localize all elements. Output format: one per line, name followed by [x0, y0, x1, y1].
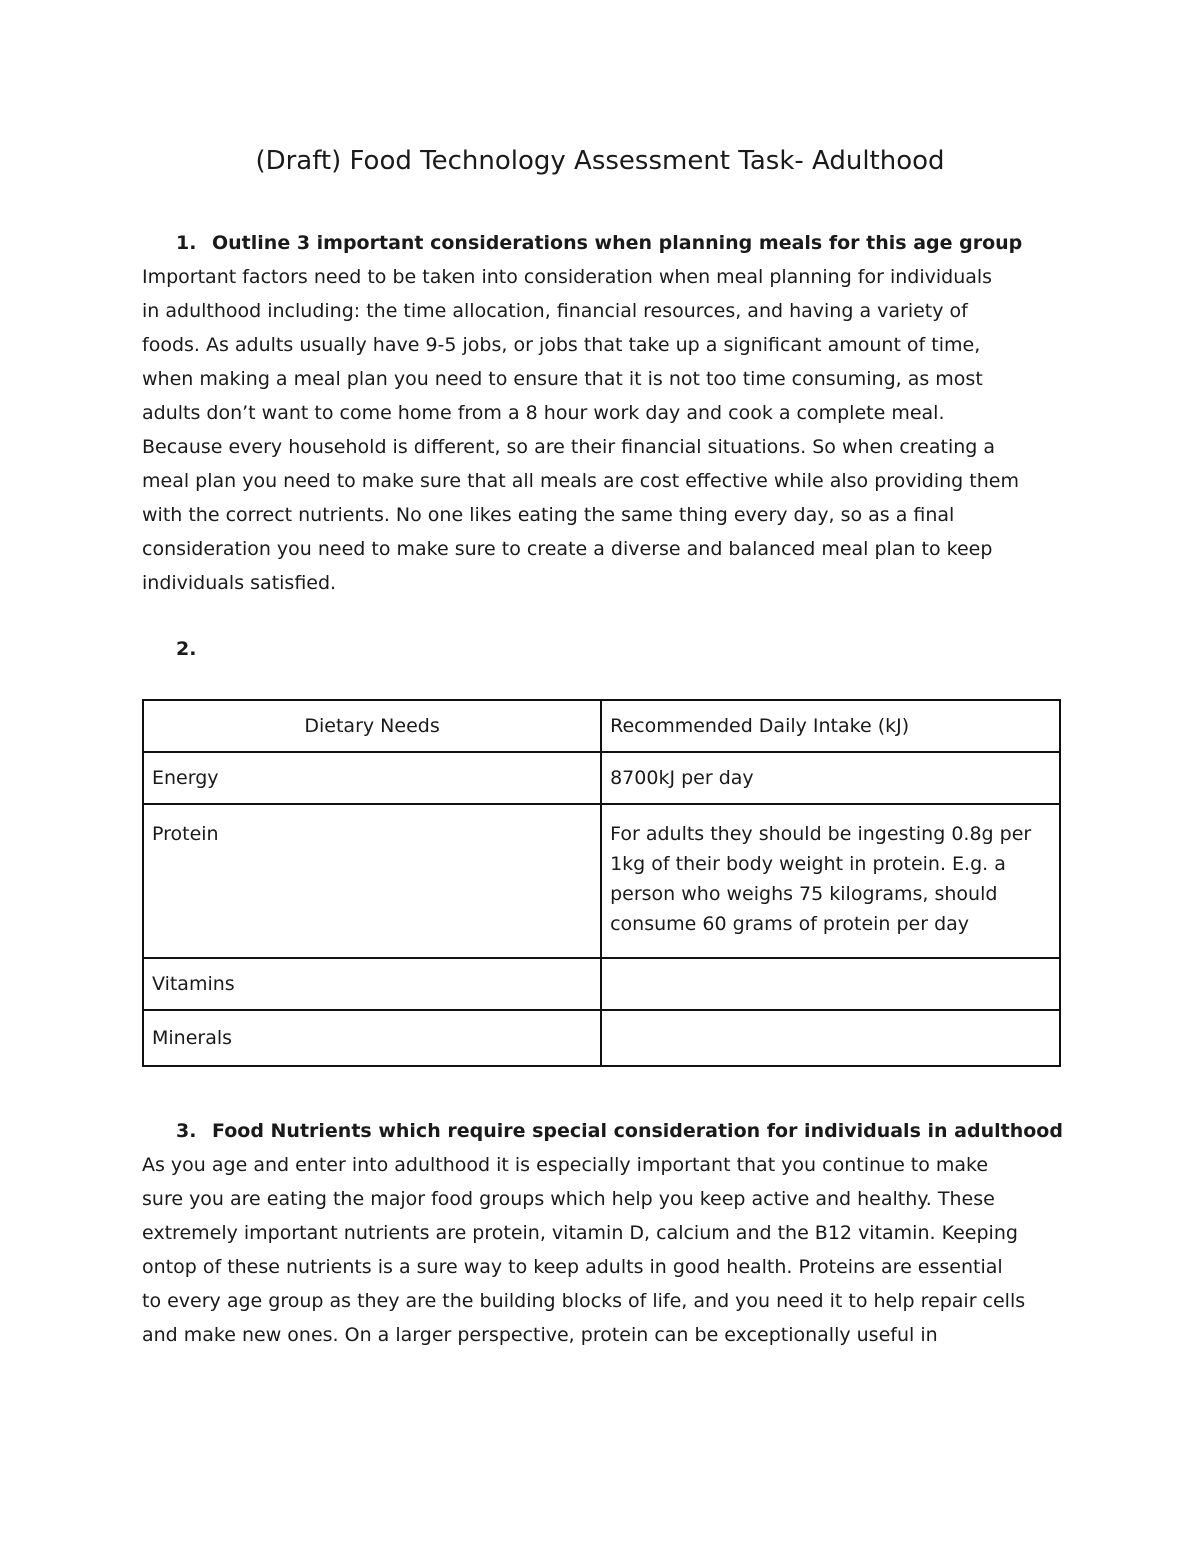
intake-cell: [601, 958, 1060, 1010]
need-cell: Vitamins: [143, 958, 601, 1010]
section-2-number: 2.: [176, 638, 197, 660]
intake-line: consume 60 grams of protein per day: [610, 913, 970, 935]
need-cell: Energy: [143, 752, 601, 804]
section-1-paragraph: [142, 260, 1072, 600]
table-header-row: [143, 700, 1060, 752]
section-3-paragraph: [142, 1148, 1072, 1352]
intake-line: person who weighs 75 kilograms, should: [610, 883, 998, 905]
paragraph-line: to every age group as they are the building blocks of life, and you need it to help repair cells: [142, 1290, 1026, 1312]
header-recommended-intake: Recommended Daily Intake (kJ): [601, 700, 1060, 752]
table-row: [143, 752, 1060, 804]
section-3-heading: [176, 1114, 1063, 1148]
intake-cell: 8700kJ per day: [601, 752, 1060, 804]
paragraph-line: with the correct nutrients. No one likes eating the same thing every day, so as a final: [142, 504, 955, 526]
dietary-needs-table: [142, 699, 1061, 1067]
paragraph-line: ontop of these nutrients is a sure way to keep adults in good health. Proteins are essential: [142, 1256, 1003, 1278]
table-row: [143, 804, 1060, 958]
paragraph-line: extremely important nutrients are protein, vitamin D, calcium and the B12 vitamin. Keeping: [142, 1222, 1018, 1244]
paragraph-line: As you age and enter into adulthood it is especially important that you continue to make: [142, 1154, 989, 1176]
intake-line: For adults they should be ingesting 0.8g per: [610, 823, 1032, 845]
table-row: [143, 1010, 1060, 1066]
paragraph-line: Important factors need to be taken into consideration when meal planning for individuals: [142, 266, 993, 288]
section-1-number: 1.: [176, 232, 197, 254]
paragraph-line: when making a meal plan you need to ensure that it is not too time consuming, as most: [142, 368, 983, 390]
section-3-number: 3.: [176, 1120, 197, 1142]
paragraph-line: sure you are eating the major food groups which help you keep active and healthy. These: [142, 1188, 995, 1210]
section-3-heading-text: Food Nutrients which require special consideration for individuals in adulthood: [212, 1120, 1063, 1142]
section-2-heading: [176, 632, 212, 666]
need-cell: Protein: [143, 804, 601, 958]
section-1-heading-text: Outline 3 important considerations when planning meals for this age group: [212, 232, 1023, 254]
table-row: [143, 958, 1060, 1010]
paragraph-line: consideration you need to make sure to create a diverse and balanced meal plan to keep: [142, 538, 993, 560]
paragraph-line: in adulthood including: the time allocation, financial resources, and having a variety of: [142, 300, 968, 322]
paragraph-line: adults don’t want to come home from a 8 hour work day and cook a complete meal.: [142, 402, 945, 424]
intake-cell: [601, 1010, 1060, 1066]
paragraph-line: individuals satisfied.: [142, 572, 337, 594]
intake-line: 1kg of their body weight in protein. E.g. a: [610, 853, 1006, 875]
paragraph-line: and make new ones. On a larger perspective, protein can be exceptionally useful in: [142, 1324, 938, 1346]
need-cell: Minerals: [143, 1010, 601, 1066]
section-1-heading: [176, 226, 1022, 260]
paragraph-line: Because every household is different, so are their financial situations. So when creating a: [142, 436, 996, 458]
document-title: (Draft) Food Technology Assessment Task- Adulthood: [255, 146, 945, 176]
intake-cell: [601, 804, 1060, 958]
paragraph-line: meal plan you need to make sure that all meals are cost effective while also providing them: [142, 470, 1019, 492]
paragraph-line: foods. As adults usually have 9-5 jobs, or jobs that take up a significant amount of time,: [142, 334, 981, 356]
header-dietary-needs: Dietary Needs: [143, 700, 601, 752]
